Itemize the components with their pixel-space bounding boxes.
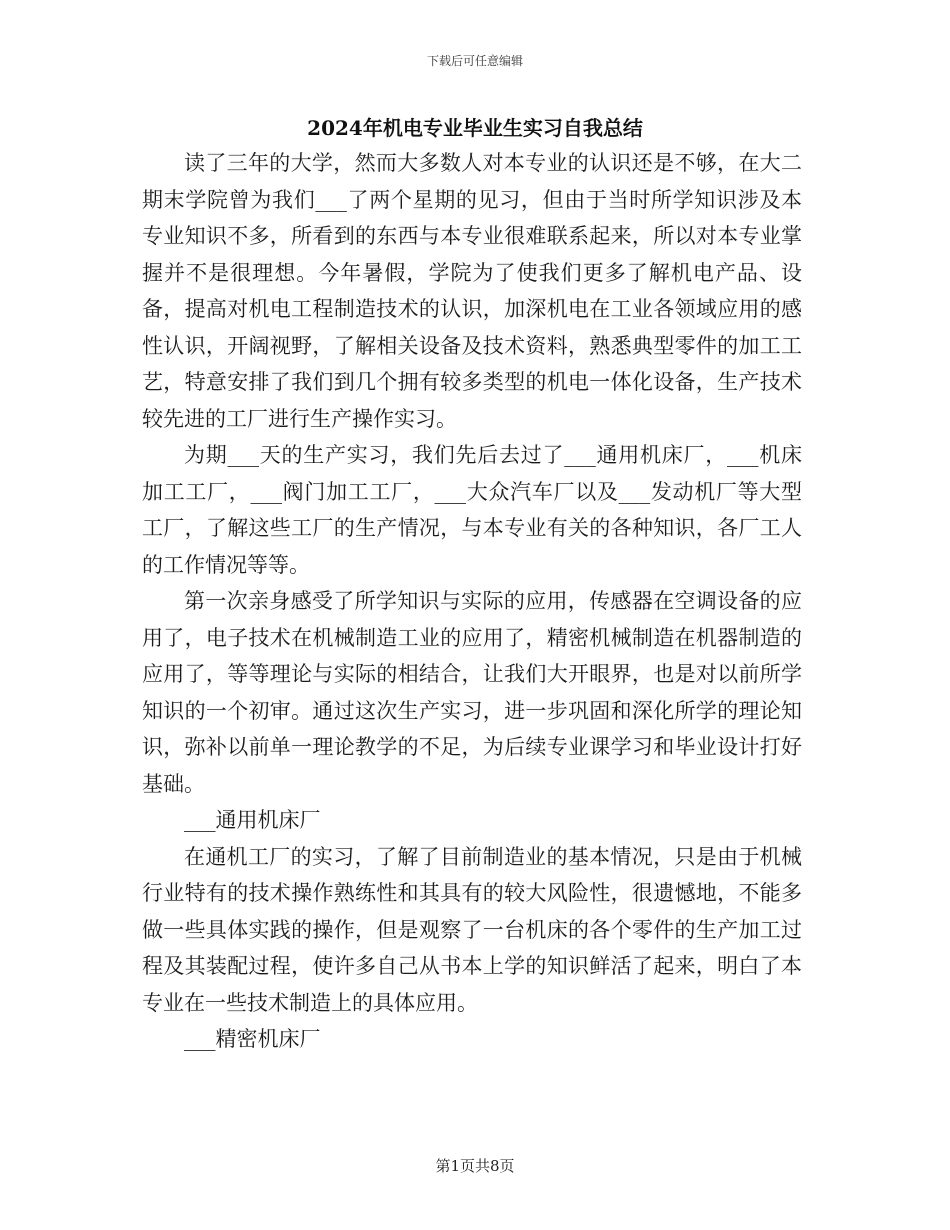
header-note: 下载后可任意编辑 bbox=[426, 54, 523, 68]
paragraph: 为期___天的生产实习，我们先后去过了___通用机床厂，___机床加工工厂，___阀门加工工厂，___大众汽车厂以及___发动机厂等大型工厂，了解这些工厂的生产情况，与本专业有关的各种知识，各厂工人的工作情况等等。 bbox=[142, 443, 802, 577]
paragraph: 在通机工厂的实习，了解了目前制造业的基本情况，只是由于机械行业特有的技术操作熟练性和其具有的较大风险性，很遗憾地，不能多做一些具体实践的操作，但是观察了一台机床的各个零件的生产加工过程及其装配过程，使许多自己从书本上学的知识鲜活了起来，明白了本专业在一些技术制造上的具体应用。 bbox=[142, 844, 802, 1015]
paragraph: 第一次亲身感受了所学知识与实际的应用，传感器在空调设备的应用了，电子技术在机械制造工业的应用了，精密机械制造在机器制造的应用了，等等理论与实际的相结合，让我们大开眼界，也是对以前所学知识的一个初审。通过这次生产实习，进一步巩固和深化所学的理论知识，弥补以前单一理论教学的不足，为后续专业课学习和毕业设计打好基础。 bbox=[142, 589, 802, 796]
section-heading: ___精密机床厂 bbox=[184, 1027, 321, 1051]
section-heading: ___通用机床厂 bbox=[184, 808, 321, 832]
document-body bbox=[142, 145, 802, 1058]
paragraph: 读了三年的大学，然而大多数人对本专业的认识还是不够，在大二期末学院曾为我们___了两个星期的见习，但由于当时所学知识涉及本专业知识不多，所看到的东西与本专业很难联系起来，所以对本专业掌握并不是很理想。今年暑假，学院为了使我们更多了解机电产品、设备，提高对机电工程制造技术的认识，加深机电在工业各领域应用的感性认识，开阔视野，了解相关设备及技术资料，熟悉典型零件的加工工艺，特意安排了我们到几个拥有较多类型的机电一体化设备，生产技术较先进的工厂进行生产操作实习。 bbox=[142, 151, 802, 431]
document-title: 2024年机电专业毕业生实习自我总结 bbox=[307, 116, 643, 140]
page-number: 第1页共8页 bbox=[435, 1157, 515, 1175]
